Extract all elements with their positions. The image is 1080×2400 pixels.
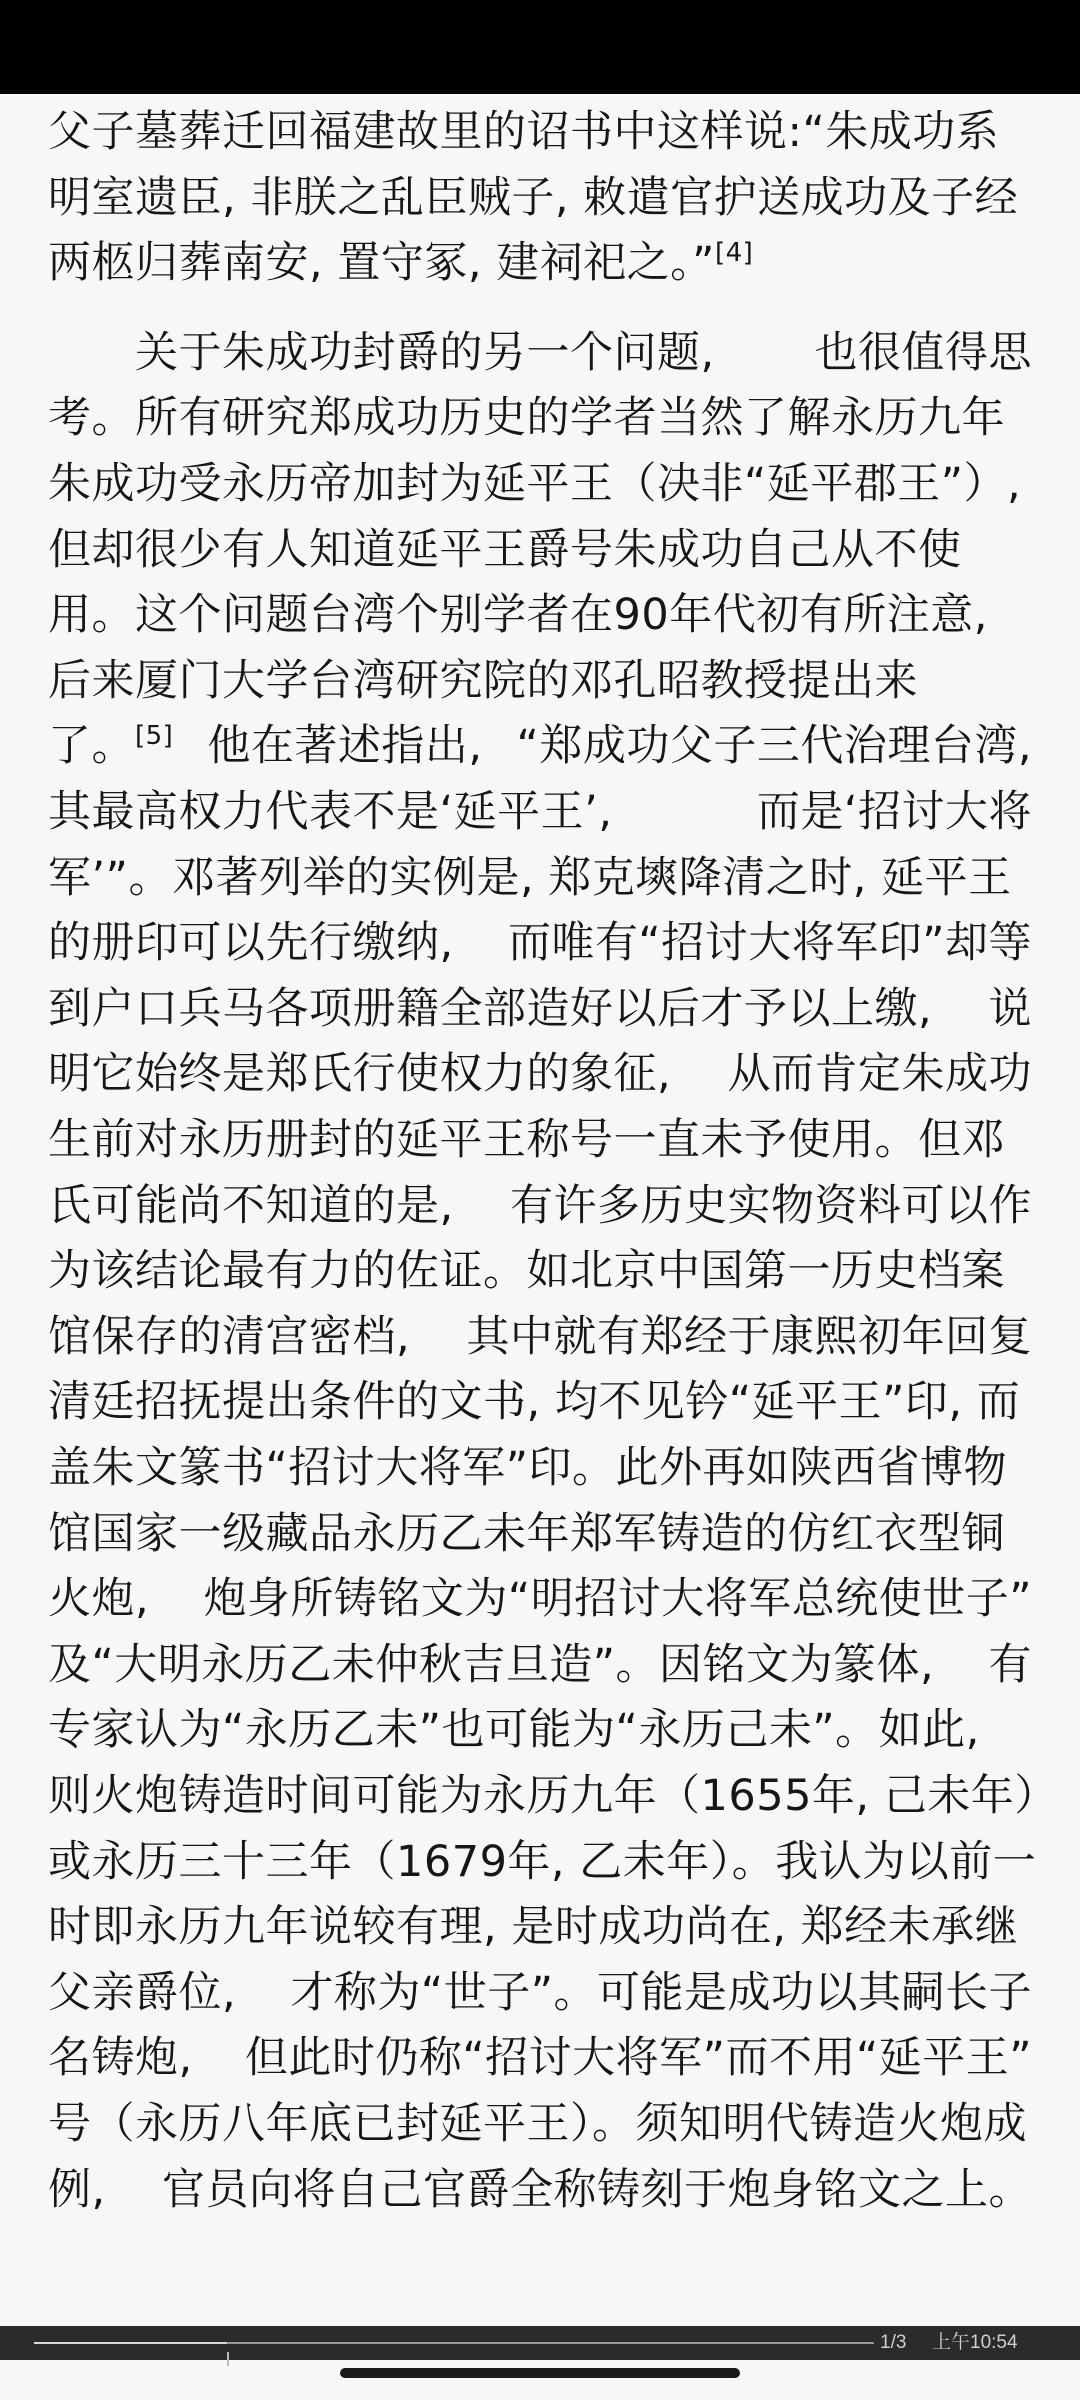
text-line (48, 1370, 1032, 1434)
text-segment: 专家认为“永历乙未”也可能为“永历己未”。如此, (48, 1705, 980, 1756)
text-segment: 父子墓葬迁回福建故里的诏书中这样说:“朱成功系 (48, 107, 1000, 157)
home-indicator[interactable] (340, 2368, 740, 2378)
text-line (48, 1174, 1032, 1238)
reader-page[interactable] (0, 94, 1080, 2324)
text-segment: 馆保存的清宫密档, (48, 1311, 411, 1362)
text-segment: 而唯有“招讨大将军印”却等 (507, 918, 1032, 969)
text-segment: 用。这个问题台湾个别学者在90年代初有所注意, (48, 590, 988, 641)
text-segment: 朱成功受永历帝加封为延平王（决非“延平郡王”）, (48, 459, 1022, 509)
text-line (48, 1567, 1032, 1631)
text-line (48, 2158, 1032, 2222)
text-line (48, 846, 1032, 910)
text-line (48, 100, 1032, 164)
text-segment: 而是‘招讨大将 (756, 787, 1032, 837)
text-line (48, 1633, 1032, 1697)
text-segment: 的册印可以先行缴纳, (48, 918, 454, 969)
text-segment: 则火炮铸造时间可能为永历九年（1655年, 己未年） (48, 1771, 1058, 1821)
text-line (48, 518, 1032, 582)
text-line (48, 1305, 1032, 1369)
text-segment: 盖朱文篆书“招讨大将军”印。此外再如陕西省博物 (48, 1443, 1008, 1493)
text-segment: 为该结论最有力的佐证。如北京中国第一历史档案 (48, 1246, 1005, 1297)
text-line (48, 1961, 1032, 2025)
text-segment: 考。所有研究郑成功历史的学者当然了解永历九年 (48, 393, 1005, 444)
text-segment: “郑成功父子三代治理台湾, (516, 721, 1032, 772)
clock: 上午10:54 (932, 2332, 1018, 2353)
status-bar (0, 0, 1080, 94)
text-line (48, 2026, 1032, 2090)
text-segment: 从而肯定朱成功 (727, 1049, 1032, 1100)
text-segment: 说 (988, 983, 1032, 1034)
text-segment: 了。[5] (48, 721, 174, 772)
text-segment: 两柩归葬南安, 置守冢, 建祠祀之。” (48, 238, 715, 289)
text-segment: 他在著述指出, (207, 721, 483, 772)
text-line (48, 1239, 1032, 1303)
reader-footer (0, 2326, 1080, 2360)
text-line (48, 1042, 1032, 1106)
text-segment: 官员向将自己官爵全称铸刻于炮身铭文之上。 (162, 2164, 1032, 2215)
text-segment: 也很值得思 (814, 327, 1032, 378)
text-line (48, 649, 1032, 713)
text-segment: 或永历三十三年（1679年, 乙未年）。我认为以前一 (48, 1836, 1037, 1887)
reading-progress-handle[interactable] (227, 2352, 229, 2366)
text-segment: 炮身所铸铭文为“明招讨大将军总统使世子” (203, 1574, 1032, 1625)
text-line (48, 1436, 1032, 1500)
text-segment: 馆国家一级藏品永历乙未年郑军铸造的仿红衣型铜 (48, 1508, 1005, 1559)
footnote-reference[interactable]: [4] (714, 238, 754, 269)
text-segment: 关于朱成功封爵的另一个问题, (48, 327, 715, 378)
text-segment: 但此时仍称“招讨大将军”而不用“延平王” (244, 2033, 1032, 2084)
text-segment: 其最高权力代表不是‘延平王’, (48, 787, 613, 837)
text-segment: 到户口兵马各项册籍全部造好以后才予以上缴, (48, 983, 933, 1034)
text-segment: 才称为“世子”。可能是成功以其嗣长子 (290, 1967, 1032, 2018)
footnote-reference[interactable]: [5] (135, 721, 174, 752)
text-segment: 有许多历史实物资料可以作 (510, 1180, 1032, 1231)
text-segment: 其中就有郑经于康熙初年回复 (466, 1311, 1032, 1362)
text-segment: 明室遗臣, 非朕之乱臣贼子, 敕遣官护送成功及子经 (48, 172, 1019, 223)
text-segment: 生前对永历册封的延平王称号一直未予使用。但邓 (48, 1115, 1005, 1165)
text-line (48, 911, 1032, 975)
page-indicator: 1/3 (880, 2332, 907, 2353)
text-segment: 后来厦门大学台湾研究院的邓孔昭教授提出来 (48, 655, 918, 706)
text-segment: 明它始终是郑氏行使权力的象征, (48, 1049, 672, 1100)
text-line (48, 452, 1032, 516)
text-line (48, 231, 1032, 295)
text-line (48, 2092, 1032, 2156)
text-segment: 火炮, (48, 1574, 150, 1625)
text-line (48, 1698, 1032, 1762)
text-segment: 及“大明永历乙未仲秋吉旦造”。因铭文为篆体, (48, 1639, 935, 1690)
reading-progress-bar[interactable] (34, 2342, 874, 2344)
text-line (48, 1502, 1032, 1566)
text-segment: 名铸炮, (48, 2033, 193, 2084)
text-line (48, 166, 1032, 230)
text-line (48, 714, 1032, 778)
text-segment: 清廷招抚提出条件的文书, 均不见钤“延平王”印, 而 (48, 1377, 1021, 1428)
text-line (48, 583, 1032, 647)
text-segment: 例, (48, 2164, 106, 2215)
text-line (48, 1764, 1058, 1828)
text-line (48, 1895, 1032, 1959)
text-line (48, 1830, 1037, 1894)
text-segment: 军’”。邓著列举的实例是, 郑克塽降清之时, 延平王 (48, 852, 1012, 903)
text-segment: 号（永历八年底已封延平王）。须知明代铸造火炮成 (48, 2099, 1027, 2149)
text-line (48, 386, 1032, 450)
text-line (48, 780, 1032, 844)
text-segment: 氏可能尚不知道的是, (48, 1180, 454, 1231)
text-segment: 有 (988, 1639, 1032, 1690)
text-line (48, 1108, 1032, 1172)
reading-progress-fill (34, 2342, 227, 2344)
text-line (48, 977, 1032, 1041)
text-segment: 时即永历九年说较有理, 是时成功尚在, 郑经未承继 (48, 1902, 1019, 1953)
text-segment: 父亲爵位, (48, 1967, 237, 2018)
text-line (48, 321, 1032, 385)
text-segment: 但却很少有人知道延平王爵号朱成功自己从不使 (48, 524, 962, 575)
